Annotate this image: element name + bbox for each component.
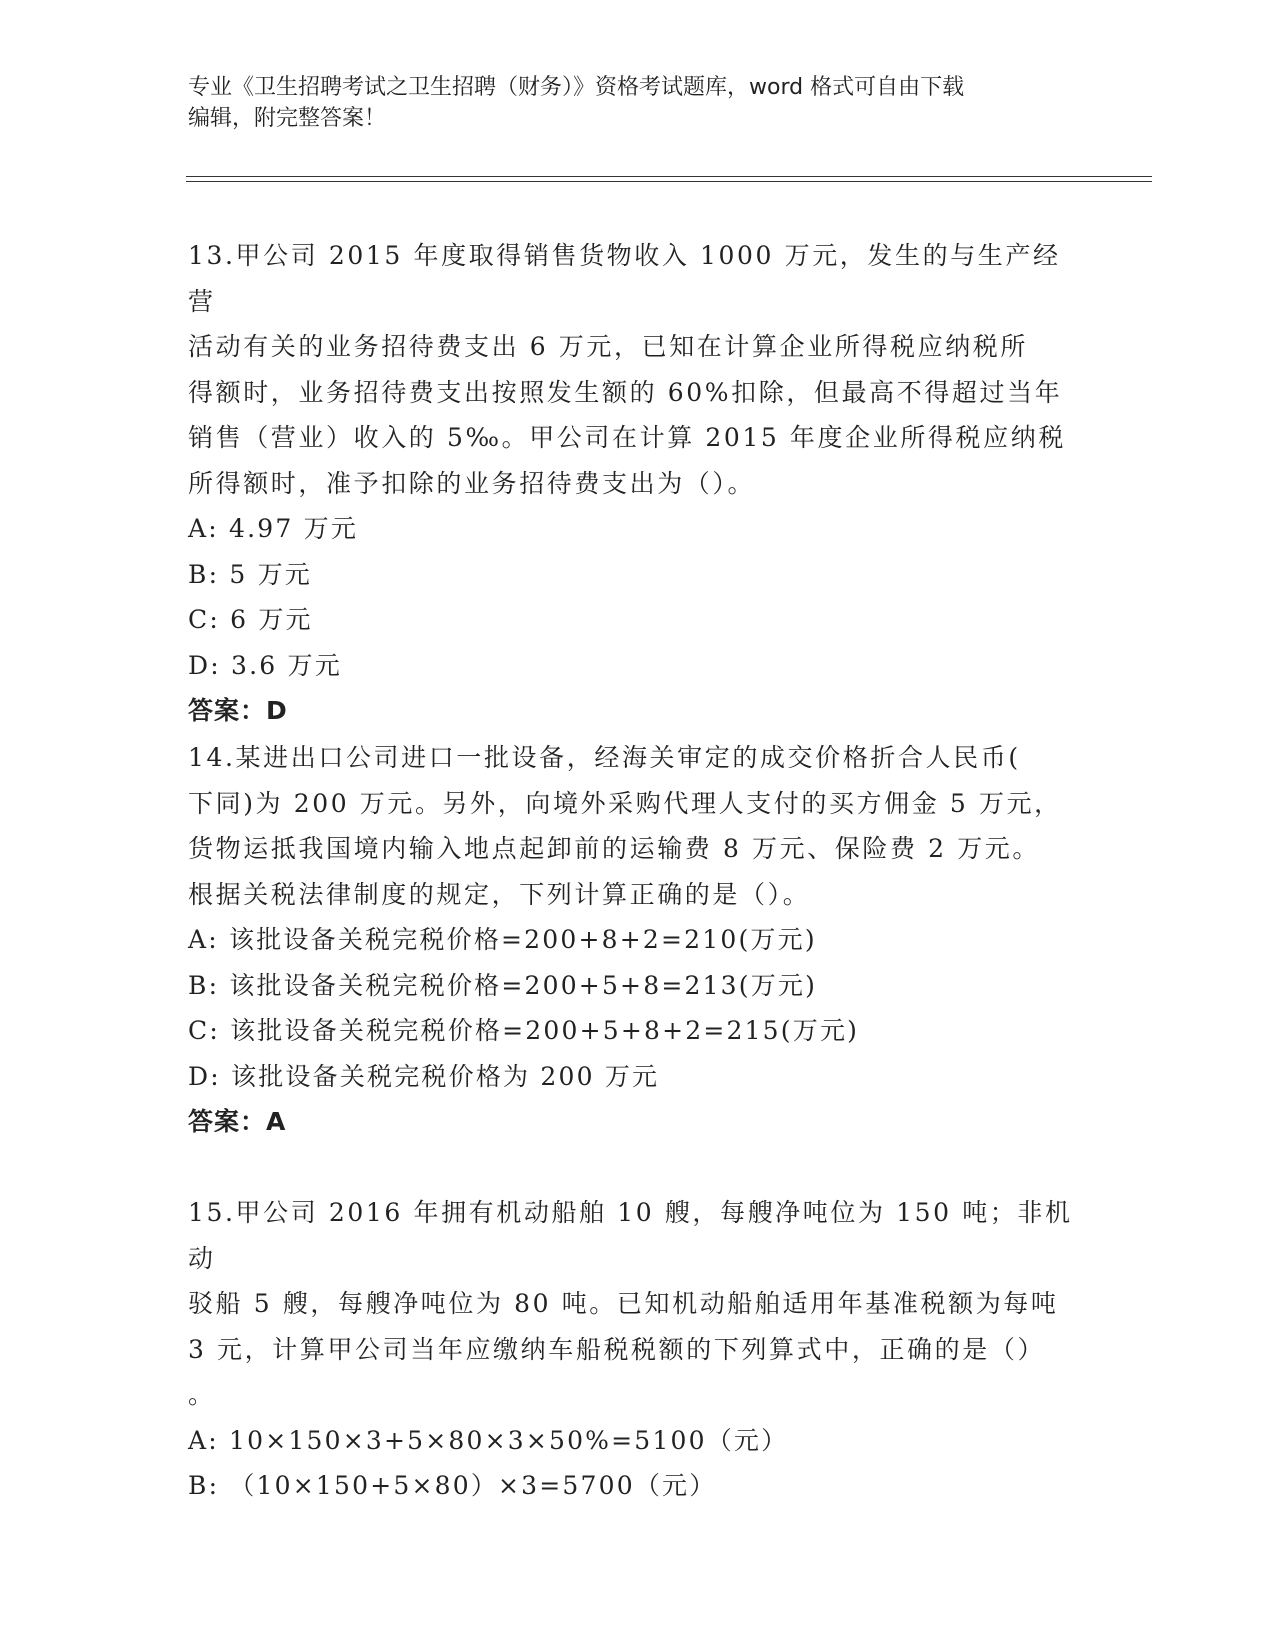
answer-label: 答案：A — [188, 1107, 287, 1136]
question-text-line: 所得额时，准予扣除的业务招待费支出为（）。 — [188, 468, 756, 498]
header-line-1: 专业《卫生招聘考试之卫生招聘（财务）》资格考试题库，word 格式可自由下载 — [188, 75, 965, 100]
question-text-line: 根据关税法律制度的规定，下列计算正确的是（）。 — [188, 879, 811, 909]
header-line-2: 编辑，附完整答案！ — [188, 106, 387, 131]
option-a: A: 该批设备关税完税价格=200+8+2=210(万元) — [188, 925, 817, 954]
question-text-line: 下同)为 200 万元。另外，向境外采购代理人支付的买方佣金 5 万元， — [188, 788, 1062, 818]
question-15 — [188, 1190, 1088, 1509]
answer-label: 答案：D — [188, 696, 288, 725]
header-divider-bottom — [186, 181, 1152, 182]
question-text-line: 。 — [188, 1380, 216, 1409]
option-d: D: 3.6 万元 — [188, 650, 342, 680]
question-text-line: 驳船 5 艘，每艘净吨位为 80 吨。已知机动船舶适用年基准税额为每吨 — [188, 1289, 1059, 1318]
question-text-line: 14.某进出口公司进口一批设备，经海关审定的成交价格折合人民币( — [188, 743, 1021, 772]
option-a: A: 4.97 万元 — [188, 514, 359, 543]
question-text-line: 3 元，计算甲公司当年应缴纳车船税税额的下列算式中，正确的是（） — [188, 1334, 1046, 1364]
option-d: D: 该批设备关税完税价格为 200 万元 — [188, 1061, 660, 1091]
question-text-line: 得额时，业务招待费支出按照发生额的 60%扣除，但最高不得超过当年 — [188, 377, 1063, 407]
question-13 — [188, 233, 1088, 733]
option-c: C: 该批设备关税完税价格=200+5+8+2=215(万元) — [188, 1016, 860, 1045]
question-text — [188, 233, 1088, 506]
question-text-line: 13.甲公司 2015 年度取得销售货物收入 1000 万元，发生的与生产经营 — [188, 241, 1061, 316]
question-text — [188, 735, 1088, 917]
question-text — [188, 1190, 1088, 1418]
question-text-line: 活动有关的业务招待费支出 6 万元，已知在计算企业所得税应纳税所 — [188, 332, 1029, 361]
question-14 — [188, 735, 1088, 1144]
option-b: B: （10×150+5×80）×3=5700（元） — [188, 1471, 717, 1500]
question-text-line: 货物运抵我国境内输入地点起卸前的运输费 8 万元、保险费 2 万元。 — [188, 834, 1041, 863]
option-a: A: 10×150×3+5×80×3×50%=5100（元） — [188, 1425, 789, 1455]
option-b: B: 5 万元 — [188, 559, 312, 589]
option-c: C: 6 万元 — [188, 605, 313, 634]
option-b: B: 该批设备关税完税价格=200+5+8=213(万元) — [188, 970, 818, 1000]
question-text-line: 销售（营业）收入的 5‰。甲公司在计算 2015 年度企业所得税应纳税 — [188, 423, 1066, 452]
document-header — [188, 72, 1068, 134]
header-divider-top — [186, 176, 1152, 177]
question-text-line: 15.甲公司 2016 年拥有机动船舶 10 艘，每艘净吨位为 150 吨；非机动 — [188, 1198, 1073, 1273]
